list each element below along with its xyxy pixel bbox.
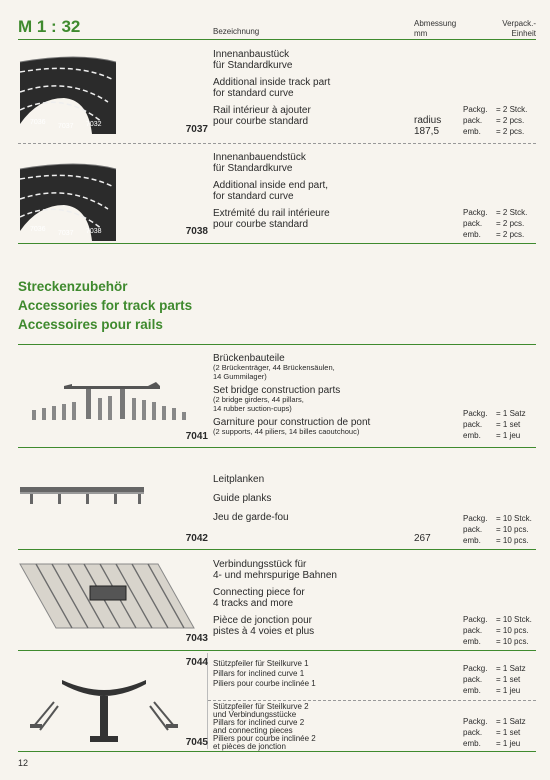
desc-line: Innenanbauendstück <box>213 152 306 163</box>
desc-line: et pièces de jonction <box>213 742 286 751</box>
pack-7038 <box>463 207 543 240</box>
pack-key: emb. <box>463 637 481 646</box>
track-7038-label-b: 7037 <box>58 230 74 237</box>
desc-line: für Standardkurve <box>213 60 293 71</box>
pack-value: = 2 pcs. <box>496 219 525 228</box>
desc-7042 <box>213 474 413 523</box>
desc-line: Extrémité du rail intérieure <box>213 208 330 219</box>
scale-title: M 1 : 32 <box>18 17 81 36</box>
pack-key: Packg. <box>463 717 488 726</box>
track-7037-label-a: 7036 <box>30 119 46 126</box>
section-title-en: Accessories for track parts <box>18 298 193 313</box>
page-number: 12 <box>18 758 29 768</box>
section-rule <box>18 344 536 345</box>
pack-value: = 1 Satz <box>496 717 526 726</box>
pack-value: = 1 jeu <box>496 431 521 440</box>
desc-line: Verbindungsstück für <box>213 559 307 570</box>
bridge-parts-image <box>28 380 193 426</box>
pack-value: = 2 Stck. <box>496 208 528 217</box>
desc-line: Pillars for inclined curve 1 <box>213 669 305 678</box>
pack-key: pack. <box>463 219 483 228</box>
col-packing <box>478 19 536 39</box>
pack-value: = 2 pcs. <box>496 116 525 125</box>
desc-line: Pillars for inclined curve 2 <box>213 718 305 727</box>
pack-key: emb. <box>463 686 481 695</box>
pack-key: Packg. <box>463 514 488 523</box>
pack-key: pack. <box>463 420 483 429</box>
pack-key: emb. <box>463 230 481 239</box>
pack-value: = 10 pcs. <box>496 525 529 534</box>
row-divider <box>18 447 536 448</box>
desc-line: Set bridge construction parts <box>213 385 341 396</box>
product-code-7041: 7041 <box>185 431 208 442</box>
row-divider <box>18 549 536 550</box>
dimension-label: radius <box>414 115 442 126</box>
desc-line: Pièce de jonction pour <box>213 615 312 626</box>
product-code-7037: 7037 <box>185 124 208 135</box>
pack-value: = 1 Satz <box>496 664 526 673</box>
pack-7043 <box>463 614 543 647</box>
col-dimension <box>414 19 456 39</box>
desc-line: pistes à 4 voies et plus <box>213 626 315 637</box>
pack-value: = 10 pcs. <box>496 626 529 635</box>
desc-line: Leitplanken <box>213 474 265 485</box>
desc-small: 14 rubber suction-cups) <box>213 403 292 413</box>
desc-line: 4 tracks and more <box>213 598 294 609</box>
pack-key: pack. <box>463 675 483 684</box>
desc-7037 <box>213 49 413 127</box>
pack-value: = 10 Stck. <box>496 514 532 523</box>
pack-key: pack. <box>463 626 483 635</box>
desc-line: for standard curve <box>213 88 294 99</box>
section-rule <box>18 243 536 244</box>
pack-7041 <box>463 408 543 441</box>
col-dimension-line1: Abmessung <box>414 19 457 28</box>
dimension-value: 187,5 <box>414 126 440 137</box>
desc-line: Guide planks <box>213 493 272 504</box>
guide-planks-image <box>18 484 146 506</box>
section-heading <box>18 277 192 334</box>
pack-7045 <box>463 716 543 749</box>
desc-small: (2 bridge girders, 44 pillars, <box>213 395 304 404</box>
pack-value: = 1 jeu <box>496 686 521 695</box>
pack-key: pack. <box>463 728 483 737</box>
pack-key: emb. <box>463 739 481 748</box>
pack-value: = 1 set <box>496 420 521 429</box>
pack-value: = 1 jeu <box>496 739 521 748</box>
pack-key: emb. <box>463 127 481 136</box>
dimension-7037 <box>414 115 441 137</box>
desc-line: für Standardkurve <box>213 163 293 174</box>
col-packing-line2: Einheit <box>511 29 536 38</box>
pack-key: pack. <box>463 116 483 125</box>
desc-line: Jeu de garde-fou <box>213 512 289 523</box>
track-7037-label-b: 7037 <box>58 123 74 130</box>
dimension-7042: 267 <box>414 533 431 544</box>
pack-value: = 2 pcs. <box>496 127 525 136</box>
desc-line: Stützpfeiler für Steilkurve 2 <box>213 702 309 711</box>
track-7038-label-a: 7036 <box>30 226 46 233</box>
desc-line: pour courbe standard <box>213 219 309 230</box>
footer-rule <box>18 751 536 752</box>
desc-line: Brückenbauteile <box>213 353 285 364</box>
pack-key: emb. <box>463 431 481 440</box>
pack-7042 <box>463 513 543 546</box>
product-code-7044: 7044 <box>185 657 208 668</box>
desc-7041 <box>213 353 443 437</box>
col-packing-line1: Verpack.- <box>502 19 536 28</box>
desc-7045 <box>213 703 413 751</box>
product-code-7042: 7042 <box>185 533 208 544</box>
desc-line: pour courbe standard <box>213 116 309 127</box>
pack-value: = 10 pcs. <box>496 536 529 545</box>
desc-line: und Verbindungsstücke <box>213 710 297 719</box>
track-7038-image <box>18 157 118 243</box>
pack-value: = 1 set <box>496 728 521 737</box>
desc-line: Innenanbaustück <box>213 49 290 60</box>
col-designation: Bezeichnung <box>213 27 260 36</box>
track-7037-label-c: 7032 <box>86 121 102 128</box>
pack-key: pack. <box>463 525 483 534</box>
desc-line: 4- und mehrspurige Bahnen <box>213 570 337 581</box>
desc-line: Piliers pour courbe inclinée 2 <box>213 734 316 743</box>
product-code-7038: 7038 <box>185 226 208 237</box>
desc-line: Garniture pour construction de pont <box>213 417 371 428</box>
section-title-fr: Accessoires pour rails <box>18 317 163 332</box>
desc-7038 <box>213 152 413 230</box>
desc-line: for standard curve <box>213 191 294 202</box>
desc-7043 <box>213 559 413 637</box>
desc-line: and connecting pieces <box>213 726 293 735</box>
pack-value: = 1 Satz <box>496 409 526 418</box>
pack-value: = 10 Stck. <box>496 615 532 624</box>
header-rule <box>18 39 536 40</box>
row-divider <box>208 700 536 701</box>
pack-value: = 10 pcs. <box>496 637 529 646</box>
pillars-image <box>28 670 178 752</box>
desc-7044 <box>213 659 413 689</box>
row-divider <box>18 650 536 651</box>
desc-small: (2 Brückenträger, 44 Brückensäulen, <box>213 363 335 372</box>
pack-key: emb. <box>463 536 481 545</box>
desc-line: Additional inside end part, <box>213 180 329 191</box>
pack-7044 <box>463 663 543 696</box>
pack-value: = 2 pcs. <box>496 230 525 239</box>
pack-7037 <box>463 104 543 137</box>
product-code-7045: 7045 <box>185 737 208 748</box>
row-divider <box>18 143 536 144</box>
pack-key: Packg. <box>463 409 488 418</box>
desc-line: Connecting piece for <box>213 587 305 598</box>
product-code-7043: 7043 <box>185 633 208 644</box>
connecting-piece-image <box>18 562 196 630</box>
desc-line: Additional inside track part <box>213 77 331 88</box>
desc-line: Rail intérieur à ajouter <box>213 105 311 116</box>
track-7037-image <box>18 50 118 136</box>
desc-line: Piliers pour courbe inclinée 1 <box>213 679 316 688</box>
desc-line: Stützpfeiler für Steilkurve 1 <box>213 659 309 668</box>
col-dimension-line2: mm <box>414 29 428 38</box>
desc-small: 14 Gummilager) <box>213 371 267 381</box>
pack-key: Packg. <box>463 208 488 217</box>
track-7038-label-c: 7038 <box>86 228 102 235</box>
desc-small: (2 supports, 44 piliers, 14 billes caoutchouc) <box>213 427 360 436</box>
pack-key: Packg. <box>463 664 488 673</box>
pack-key: Packg. <box>463 615 488 624</box>
section-title-de: Streckenzubehör <box>18 279 128 294</box>
pack-key: Packg. <box>463 105 488 114</box>
pack-value: = 2 Stck. <box>496 105 528 114</box>
pack-value: = 1 set <box>496 675 521 684</box>
